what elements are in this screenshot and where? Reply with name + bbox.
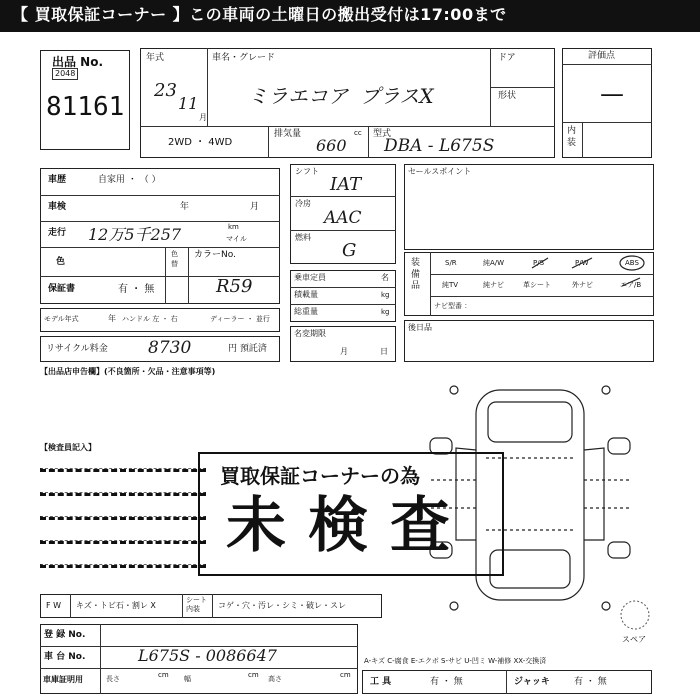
equipment-marks bbox=[430, 252, 654, 296]
load-unit: kg bbox=[381, 291, 390, 299]
load-label: 積載量 bbox=[294, 290, 318, 299]
mileage-km: km bbox=[228, 223, 239, 231]
dealer-value: ディーラー ・ 並行 bbox=[210, 315, 270, 323]
cert-length-unit: cm bbox=[158, 671, 169, 679]
inspection-year: 年 bbox=[180, 202, 190, 212]
color-no-value: R59 bbox=[216, 276, 253, 297]
color-swap-label: 色 替 bbox=[171, 250, 178, 268]
inspection-label: 車検 bbox=[48, 202, 67, 212]
car-name-label: 車名・グレード bbox=[212, 53, 276, 63]
car-grade: プラスX bbox=[360, 84, 434, 108]
model-year-label: モデル年式 bbox=[44, 315, 79, 323]
equip-ext-navi: 外ナビ bbox=[572, 281, 593, 289]
interior-label: 内 装 bbox=[567, 126, 577, 148]
equip-abs: ABS bbox=[625, 259, 639, 267]
mileage-mile: マイル bbox=[226, 235, 247, 243]
car-name: ミラエコア bbox=[248, 84, 348, 108]
lot-code: 2048 bbox=[52, 68, 78, 80]
seat-items: コゲ・穴・汚レ・シミ・破レ・スレ bbox=[218, 601, 346, 610]
cert-width: 幅 bbox=[184, 675, 191, 683]
equip-tv: 純TV bbox=[442, 281, 459, 289]
banner-text: 【 買取保証コーナー 】この車両の土曜日の搬出受付は17:00まで bbox=[12, 5, 507, 24]
tools-label: 工 具 bbox=[370, 677, 392, 687]
equip-pw: P/W bbox=[575, 259, 589, 267]
rename-day: 日 bbox=[380, 347, 388, 356]
jack-value: 有 ・ 無 bbox=[574, 677, 607, 687]
tools-box bbox=[362, 670, 652, 694]
chassis-label: 車 台 No. bbox=[44, 652, 86, 662]
inspector-label: 【検査員記入】 bbox=[40, 443, 96, 452]
mileage-value: 12万5千257 bbox=[88, 225, 182, 244]
capacity-label: 乗車定員 bbox=[294, 273, 326, 282]
ac-value: AAC bbox=[324, 208, 362, 228]
spare-tire-icon bbox=[618, 598, 652, 632]
recycle-value: 8730 bbox=[148, 338, 192, 358]
history-label: 車歴 bbox=[48, 175, 67, 185]
damage-legend: A-キズ C-腐食 E-エクボ S-サビ U-凹ミ W-補修 XX-交換済 bbox=[364, 657, 547, 665]
capacity-unit: 名 bbox=[381, 273, 389, 282]
recycle-label: リサイクル料金 bbox=[46, 344, 108, 354]
shape-label: 形状 bbox=[498, 91, 517, 101]
stamp-main: 未検査 bbox=[226, 491, 472, 561]
model-label: 型式 bbox=[373, 129, 392, 139]
after-goods-box bbox=[404, 320, 654, 362]
cert-height: 高さ bbox=[268, 675, 282, 683]
sales-point-box bbox=[404, 164, 654, 250]
ac-label: 冷房 bbox=[295, 199, 311, 208]
stamp-title: 買取保証コーナーの為 bbox=[220, 464, 420, 488]
equip-leather: 革シート bbox=[523, 281, 551, 289]
fw-items: キズ・トビ石・割レ X bbox=[76, 601, 156, 610]
displacement-label: 排気量 bbox=[274, 129, 302, 139]
equip-airbag: エア/B bbox=[620, 281, 642, 289]
sales-point-label: セールスポイント bbox=[408, 167, 472, 176]
month-unit: 月 bbox=[199, 113, 207, 122]
rename-month: 月 bbox=[340, 347, 348, 356]
cert-label: 車庫証明用 bbox=[43, 675, 83, 684]
inspection-month: 月 bbox=[250, 202, 260, 212]
equip-ps: P/S bbox=[533, 259, 545, 267]
score-value: — bbox=[600, 80, 624, 108]
month-value: 11 bbox=[178, 94, 199, 113]
door-label: ドア bbox=[498, 53, 516, 63]
year-label: 年式 bbox=[146, 53, 165, 63]
tools-value: 有 ・ 無 bbox=[430, 677, 463, 687]
equip-navi: 純ナビ bbox=[483, 281, 504, 289]
warranty-label: 保証書 bbox=[48, 284, 76, 294]
fw-label: F W bbox=[46, 601, 62, 610]
cert-height-unit: cm bbox=[340, 671, 351, 679]
gross-label: 総重量 bbox=[294, 307, 318, 316]
color-no-label: カラーNo. bbox=[194, 250, 236, 260]
warranty-value: 有 ・ 無 bbox=[118, 284, 155, 295]
drive-type: 2WD ・ 4WD bbox=[168, 137, 233, 148]
shift-label: シフト bbox=[295, 167, 319, 176]
shift-value: IAT bbox=[330, 174, 362, 195]
mileage-label: 走行 bbox=[48, 228, 67, 238]
fuel-label: 燃料 bbox=[295, 233, 311, 242]
displacement-unit: cc bbox=[354, 129, 362, 137]
fuel-value: G bbox=[342, 240, 357, 261]
navi-model-label: ナビ型番 ： bbox=[434, 302, 472, 310]
color-label: 色 bbox=[56, 257, 66, 267]
equipment-label: 装 備 品 bbox=[411, 258, 421, 292]
gross-unit: kg bbox=[381, 308, 390, 316]
lot-label: 出品 No. bbox=[52, 55, 104, 69]
declaration-label: 【出品店申告欄】(不良箇所・欠品・注意事項等) bbox=[40, 367, 216, 376]
jack-label: ジャッキ bbox=[514, 677, 550, 687]
lot-number: 81161 bbox=[46, 92, 125, 122]
score-label: 評価点 bbox=[588, 51, 616, 61]
model-year-unit: 年 bbox=[108, 314, 116, 323]
cert-width-unit: cm bbox=[248, 671, 259, 679]
after-goods-label: 後日品 bbox=[408, 323, 432, 332]
cert-length: 長さ bbox=[106, 675, 120, 683]
equip-sr: S/R bbox=[445, 259, 457, 267]
handle-value: ハンドル 左 ・ 右 bbox=[122, 315, 178, 323]
history-value: 自家用 ・ （ ） bbox=[98, 175, 161, 185]
spare-label: スペア bbox=[622, 635, 646, 644]
displacement-value: 660 bbox=[316, 136, 347, 155]
chassis-value: L675S - 0086647 bbox=[138, 646, 277, 665]
year-value: 23 bbox=[154, 80, 177, 101]
equip-aw: 純A/W bbox=[483, 259, 505, 267]
registration-label: 登 録 No. bbox=[44, 630, 86, 640]
rename-label: 名変期限 bbox=[294, 329, 326, 338]
seat-label: シート 内装 bbox=[186, 596, 207, 614]
recycle-unit: 円 預託済 bbox=[228, 344, 267, 354]
model-value: DBA - L675S bbox=[384, 136, 495, 156]
